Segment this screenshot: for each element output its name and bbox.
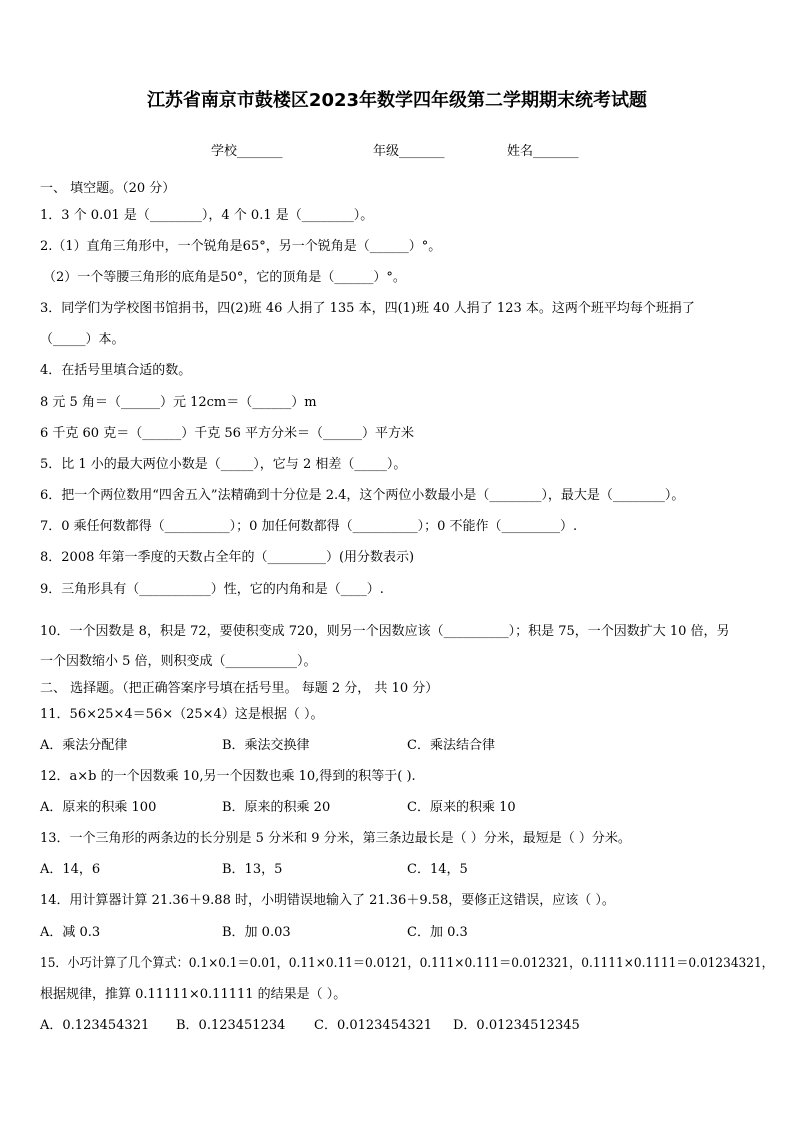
question-6: 6．把一个两位数用“四舍五入”法精确到十分位是 2.4，这个两位小数最小是（________），最大是（________）。 — [40, 488, 685, 503]
question-15-option-a: A．0.123454321 — [40, 1018, 150, 1033]
question-9: 9．三角形具有（___________）性，它的内角和是（____）. — [40, 582, 384, 597]
section-heading-fill-blank: 一、 填空题。（20 分） — [40, 181, 176, 196]
question-11-option-a: A．乘法分配律 — [40, 738, 128, 753]
question-13-option-c: C．14，5 — [407, 862, 468, 877]
question-4-line-2: 6 千克 60 克＝（______）千克 56 平方分米＝（______）平方米 — [40, 426, 415, 441]
page-title: 江苏省南京市鼓楼区2023年数学四年级第二学期期末统考试题 — [146, 90, 648, 111]
school-field: 学校_______ — [211, 144, 283, 159]
question-15-option-b: B．0.123451234 — [176, 1018, 286, 1033]
question-13: 13．一个三角形的两条边的长分别是 5 分米和 9 分米，第三条边最长是（ ）分米，最短是（ ）分米。 — [40, 831, 631, 846]
grade-field: 年级_______ — [373, 144, 445, 159]
question-14-option-a: A．减 0.3 — [40, 925, 101, 940]
name-field: 姓名_______ — [507, 144, 579, 159]
question-10-line-2: 一个因数缩小 5 倍，则积变成（___________）。 — [40, 654, 317, 669]
question-14: 14．用计算器计算 21.36＋9.88 时，小明错误地输入了 21.36＋9.58，要修正这错误，应该（ ）。 — [40, 893, 615, 908]
question-14-option-b: B．加 0.03 — [222, 925, 291, 940]
question-4: 4．在括号里填合适的数。 — [40, 363, 192, 378]
question-14-option-c: C．加 0.3 — [407, 925, 468, 940]
question-2-part-1: 2.（1）直角三角形中，一个锐角是65°，另一个锐角是（______）°。 — [40, 239, 442, 254]
question-1: 1．3 个 0.01 是（________），4 个 0.1 是（________）。 — [40, 208, 374, 223]
question-11-option-c: C．乘法结合律 — [407, 738, 495, 753]
question-10-line-1: 10．一个因数是 8，积是 72，要使积变成 720，则另一个因数应该（__________）；积是 75，一个因数扩大 10 倍，另 — [40, 624, 730, 639]
question-12-option-c: C．原来的积乘 10 — [407, 800, 516, 815]
question-15-line-2: 根据规律，推算 0.11111×0.11111 的结果是（ ）。 — [40, 987, 347, 1002]
section-heading-choice: 二、 选择题。（把正确答案序号填在括号里。 每题 2 分， 共 10 分） — [40, 681, 439, 696]
question-3-line-1: 3．同学们为学校图书馆捐书，四(2)班 46 人捐了 135 本，四(1)班 40 人捐了 123 本。这两个班平均每个班捐了 — [40, 301, 695, 316]
question-8: 8．2008 年第一季度的天数占全年的（_________）(用分数表示) — [40, 550, 415, 565]
question-3-line-2: （_____）本。 — [40, 332, 125, 347]
question-12: 12．a×b 的一个因数乘 10,另一个因数也乘 10,得到的积等于( ). — [40, 769, 416, 784]
question-4-line-1: 8 元 5 角＝（______）元 12cm＝（______）m — [40, 395, 317, 410]
question-15-option-c: C．0.0123454321 — [314, 1018, 433, 1033]
question-15-option-d: D．0.01234512345 — [453, 1018, 580, 1033]
question-13-option-a: A．14，6 — [40, 862, 101, 877]
question-13-option-b: B．13，5 — [222, 862, 283, 877]
question-12-option-b: B．原来的积乘 20 — [222, 800, 331, 815]
question-2-part-2: （2）一个等腰三角形的底角是50°，它的顶角是（______）°。 — [43, 270, 406, 285]
question-7: 7．0 乘任何数都得（__________）；0 加任何数都得（__________）；0 不能作（_________）. — [40, 519, 578, 534]
question-15-line-1: 15．小巧计算了几个算式：0.1×0.1＝0.01，0.11×0.11＝0.0121，0.111×0.111＝0.012321，0.1111×0.1111＝0.01234321， — [40, 956, 774, 971]
question-11: 11．56×25×4＝56×（25×4）这是根据（ ）。 — [40, 707, 324, 722]
question-5: 5．比 1 小的最大两位小数是（_____），它与 2 相差（_____）。 — [40, 457, 407, 472]
question-12-option-a: A．原来的积乘 100 — [40, 800, 157, 815]
question-11-option-b: B．乘法交换律 — [222, 738, 310, 753]
